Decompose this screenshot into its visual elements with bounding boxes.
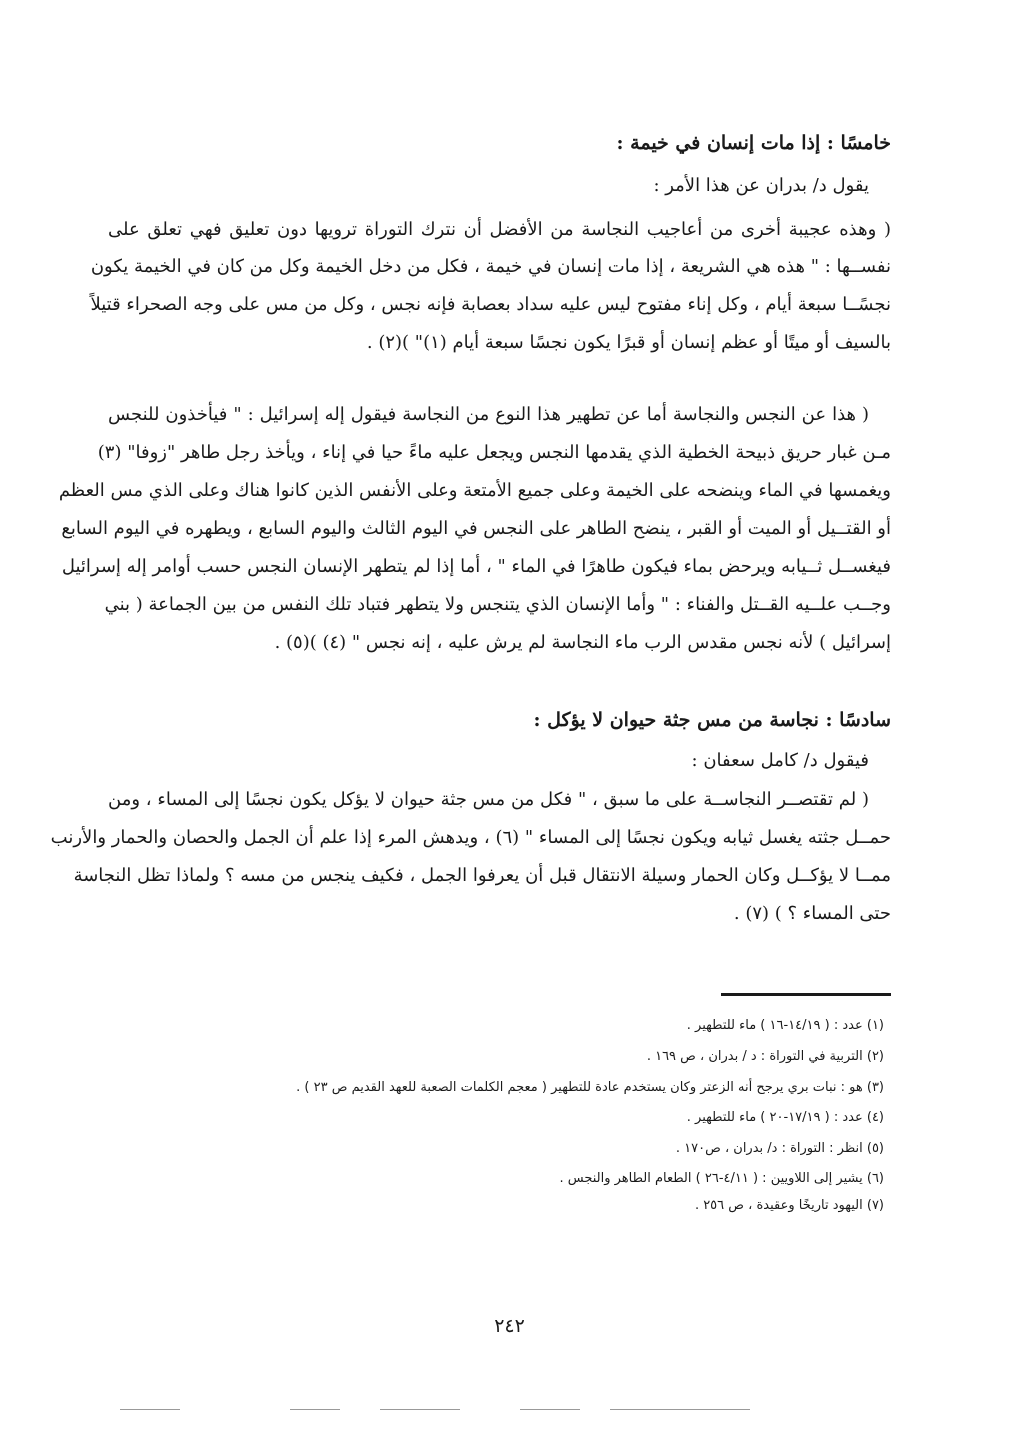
section5-para1-line3: نجسًــا سبعة أيام ، وكل إناء مفتوح ليس عليه سداد بعصابة فإنه نجس ، وكل من مس على وجه الصحراء قتيلاً xyxy=(90,294,891,315)
section6-para-line3: ممــا لا يؤكــل وكان الحمار وسيلة الانتقال قبل أن يعرفوا الجمل ، فكيف ينجس من مسه ؟ ولماذا تظل النجاسة xyxy=(73,865,891,886)
section5-para2-line4: أو القتــيل أو الميت أو القبر ، ينضح الطاهر على النجس في اليوم الثالث واليوم السابع ، ويطهره في اليوم السابع xyxy=(61,518,891,539)
section6-para-line2: حمــل جثته يغسل ثيابه ويكون نجسًا إلى المساء " (٦) ، ويدهش المرء إذا علم أن الجمل والحصان والحمار والأرنب xyxy=(50,827,891,848)
section6-para-line1: ( لم تقتصــر النجاســة على ما سبق ، " فكل من مس جثة حيوان لا يؤكل يكون نجسًا إلى المساء ، ومن xyxy=(108,789,869,810)
section5-para2-line3: ويغمسها في الماء وينضحه على الخيمة وعلى جميع الأمتعة وعلى الأنفس الذين كانوا هناك وعلى الذي مس العظم xyxy=(58,480,891,501)
section5-para2-line5: فيغســل ثــيابه ويرحض بماء فيكون طاهرًا في الماء " ، أما إذا لم يتطهر الإنسان النجس حسب أوامر إله إسرائيل xyxy=(61,556,891,577)
scan-artifact-line xyxy=(290,1409,340,1410)
scan-artifact-line xyxy=(610,1409,750,1410)
section6-para-line4: حتى المساء ؟ ) (٧) . xyxy=(733,903,891,924)
footnote-1: (١) عدد : ( ١٤/١٩-١٦ ) ماء للتطهير . xyxy=(686,1018,884,1033)
section6-heading: سادسًا : نجاسة من مس جثة حيوان لا يؤكل : xyxy=(533,709,891,731)
section6-intro: فيقول د/ كامل سعفان : xyxy=(691,750,869,771)
page-number: ٢٤٢ xyxy=(494,1315,525,1337)
section5-para2-line2: مـن غبار حريق ذبيحة الخطية الذي يقدمها النجس ويجعل عليه ماءً حيا في إناء ، ويأخذ رجل طاهر "زوفا" (٣) xyxy=(97,442,891,463)
section5-heading: خامسًا : إذا مات إنسان في خيمة : xyxy=(616,132,891,154)
footnote-2: (٢) التربية في التوراة : د / بدران ، ص ١٦٩ . xyxy=(646,1049,884,1064)
scan-artifact-line xyxy=(120,1409,180,1410)
scan-artifact-line xyxy=(380,1409,460,1410)
section5-para2-line1: ( هذا عن النجس والنجاسة أما عن تطهير هذا النوع من النجاسة فيقول إله إسرائيل : " فيأخذون للنجس xyxy=(108,404,869,425)
section5-para2-line6: وجــب علــيه القــتل والفناء : " وأما الإنسان الذي يتنجس ولا يتطهر فتباد تلك النفس من بين الجماعة ( بني xyxy=(104,594,891,615)
footnote-4: (٤) عدد : ( ١٧/١٩-٢٠ ) ماء للتطهير . xyxy=(686,1110,884,1125)
section5-intro: يقول د/ بدران عن هذا الأمر : xyxy=(653,175,869,196)
footnote-5: (٥) انظر : التوراة : د/ بدران ، ص١٧٠ . xyxy=(675,1141,884,1156)
section5-para1-line2: نفســها : " هذه هي الشريعة ، إذا مات إنسان في خيمة ، فكل من دخل الخيمة وكل من كان في الخيمة يكون xyxy=(90,256,891,277)
footnote-3: (٣) هو : نبات بري يرجح أنه الزعتر وكان يستخدم عادة للتطهير ( معجم الكلمات الصعبة للعهد القديم ص ٢٣ ) . xyxy=(296,1080,884,1095)
section5-para2-line7: إسرائيل ) لأنه نجس مقدس الرب ماء النجاسة لم يرش عليه ، إنه نجس " (٤) )(٥) . xyxy=(274,632,891,653)
footnote-separator xyxy=(721,993,891,996)
section5-para1-line4: بالسيف أو ميتًا أو عظم إنسان أو قبرًا يكون نجسًا سبعة أيام (١)" )(٢) . xyxy=(366,332,891,353)
section5-para1-line1: ( وهذه عجيبة أخرى من أعاجيب النجاسة من الأفضل أن نترك التوراة ترويها دون تعليق فهي تعلق على xyxy=(108,219,891,240)
footnote-6: (٦) يشير إلى اللاويين : ( ٤/١١-٢٦ ) الطعام الطاهر والنجس . xyxy=(559,1171,884,1186)
footnote-7: (٧) اليهود تاريخًا وعقيدة ، ص ٢٥٦ . xyxy=(694,1198,884,1213)
scan-artifact-line xyxy=(520,1409,580,1410)
